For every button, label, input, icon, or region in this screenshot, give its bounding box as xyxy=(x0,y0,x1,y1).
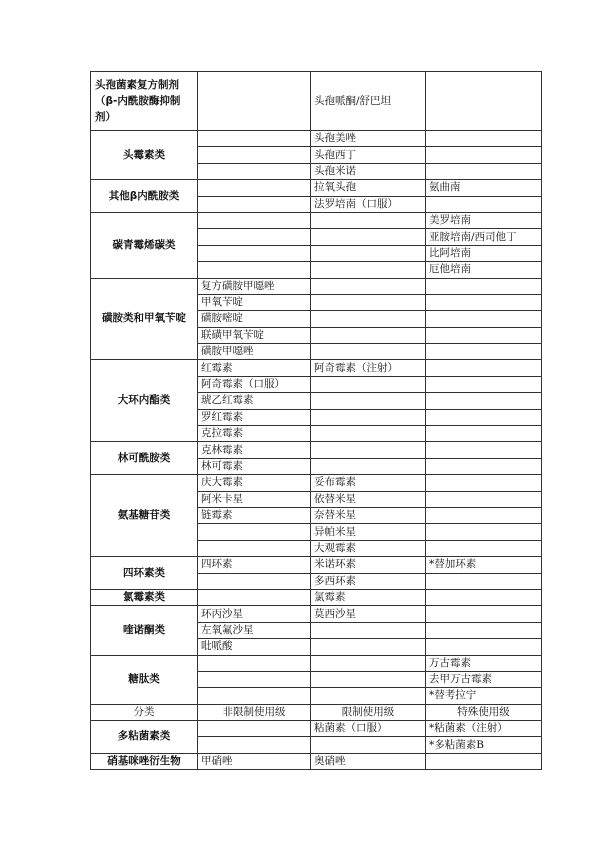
table-row xyxy=(91,557,542,573)
restricted-cell xyxy=(311,245,426,261)
special-cell xyxy=(426,72,542,131)
unrestricted-cell xyxy=(198,671,311,687)
special-cell xyxy=(426,376,542,392)
category-cell: 硝基咪唑衍生物 xyxy=(91,753,198,769)
restricted-cell: 大观霉素 xyxy=(311,540,426,556)
unrestricted-cell: 琥乙红霉素 xyxy=(198,393,311,409)
table-row xyxy=(91,278,542,294)
special-cell xyxy=(426,426,542,442)
special-cell xyxy=(426,753,542,769)
unrestricted-cell xyxy=(198,147,311,163)
unrestricted-cell xyxy=(198,180,311,196)
category-cell: 头孢菌素复方制剂（β-内酰胺酶抑制剂） xyxy=(91,72,198,131)
restricted-cell xyxy=(311,229,426,245)
unrestricted-cell: 罗红霉素 xyxy=(198,409,311,425)
unrestricted-cell: 阿米卡星 xyxy=(198,491,311,507)
restricted-cell xyxy=(311,442,426,458)
unrestricted-cell xyxy=(198,540,311,556)
special-cell: *多粘菌素B xyxy=(426,737,542,753)
category-cell: 林可酰胺类 xyxy=(91,442,198,475)
restricted-cell: 拉氧头孢 xyxy=(311,180,426,196)
table-header-row xyxy=(91,704,542,720)
header-restricted: 限制使用级 xyxy=(311,704,426,720)
restricted-cell: 头孢西丁 xyxy=(311,147,426,163)
special-cell: 万古霉素 xyxy=(426,655,542,671)
unrestricted-cell: 林可霉素 xyxy=(198,458,311,474)
unrestricted-cell: 庆大霉素 xyxy=(198,475,311,491)
restricted-cell xyxy=(311,426,426,442)
special-cell xyxy=(426,278,542,294)
unrestricted-cell xyxy=(198,589,311,605)
category-cell: 碳青霉烯碳类 xyxy=(91,212,198,278)
unrestricted-cell xyxy=(198,262,311,278)
category-cell: 磺胺类和甲氧苄啶 xyxy=(91,278,198,360)
restricted-cell xyxy=(311,294,426,310)
unrestricted-cell: 左氧氟沙星 xyxy=(198,622,311,638)
restricted-cell xyxy=(311,622,426,638)
special-cell xyxy=(426,491,542,507)
special-cell: 厄他培南 xyxy=(426,262,542,278)
table-row xyxy=(91,475,542,491)
restricted-cell: 异帕米星 xyxy=(311,524,426,540)
restricted-cell: 氯霉素 xyxy=(311,589,426,605)
restricted-cell xyxy=(311,376,426,392)
unrestricted-cell: 四环素 xyxy=(198,557,311,573)
restricted-cell xyxy=(311,344,426,360)
category-cell: 喹诺酮类 xyxy=(91,606,198,655)
restricted-cell: 妥布霉素 xyxy=(311,475,426,491)
special-cell: 去甲万古霉素 xyxy=(426,671,542,687)
special-cell: 氨曲南 xyxy=(426,180,542,196)
table-row xyxy=(91,442,542,458)
restricted-cell xyxy=(311,639,426,655)
restricted-cell: 奥硝唑 xyxy=(311,753,426,769)
unrestricted-cell xyxy=(198,72,311,131)
unrestricted-cell: 克林霉素 xyxy=(198,442,311,458)
unrestricted-cell: 磺胺甲噁唑 xyxy=(198,344,311,360)
table-row xyxy=(91,131,542,147)
special-cell xyxy=(426,540,542,556)
unrestricted-cell xyxy=(198,524,311,540)
restricted-cell xyxy=(311,262,426,278)
category-cell: 氯霉素类 xyxy=(91,589,198,605)
special-cell xyxy=(426,409,542,425)
restricted-cell xyxy=(311,409,426,425)
restricted-cell: 头孢美唑 xyxy=(311,131,426,147)
table-body xyxy=(91,72,542,770)
header-unrestricted: 非限制使用级 xyxy=(198,704,311,720)
unrestricted-cell xyxy=(198,131,311,147)
special-cell: 比阿培南 xyxy=(426,245,542,261)
unrestricted-cell xyxy=(198,721,311,737)
unrestricted-cell: 联磺甲氧苄啶 xyxy=(198,327,311,343)
special-cell xyxy=(426,294,542,310)
restricted-cell xyxy=(311,278,426,294)
table-row xyxy=(91,72,542,131)
unrestricted-cell: 克拉霉素 xyxy=(198,426,311,442)
restricted-cell: 头孢米诺 xyxy=(311,163,426,179)
unrestricted-cell xyxy=(198,163,311,179)
unrestricted-cell: 环丙沙星 xyxy=(198,606,311,622)
special-cell xyxy=(426,589,542,605)
special-cell xyxy=(426,573,542,589)
special-cell xyxy=(426,622,542,638)
category-cell: 糖肽类 xyxy=(91,655,198,704)
category-cell: 大环内酯类 xyxy=(91,360,198,442)
special-cell xyxy=(426,475,542,491)
table-row xyxy=(91,360,542,376)
unrestricted-cell: 红霉素 xyxy=(198,360,311,376)
table-row xyxy=(91,212,542,228)
special-cell xyxy=(426,163,542,179)
restricted-cell: 粘菌素（口服） xyxy=(311,721,426,737)
unrestricted-cell xyxy=(198,573,311,589)
unrestricted-cell: 甲氧苄啶 xyxy=(198,294,311,310)
restricted-cell: 奈替米星 xyxy=(311,507,426,523)
table-row xyxy=(91,589,542,605)
category-cell: 头霉素类 xyxy=(91,131,198,180)
special-cell xyxy=(426,311,542,327)
special-cell xyxy=(426,442,542,458)
unrestricted-cell xyxy=(198,229,311,245)
antibiotic-classification-table xyxy=(90,71,542,770)
unrestricted-cell xyxy=(198,688,311,704)
table-row xyxy=(91,721,542,737)
table-row xyxy=(91,180,542,196)
restricted-cell xyxy=(311,458,426,474)
unrestricted-cell: 吡哌酸 xyxy=(198,639,311,655)
special-cell: 美罗培南 xyxy=(426,212,542,228)
special-cell: *替加环素 xyxy=(426,557,542,573)
special-cell xyxy=(426,360,542,376)
special-cell xyxy=(426,458,542,474)
restricted-cell: 多西环素 xyxy=(311,573,426,589)
restricted-cell: 法罗培南（口服） xyxy=(311,196,426,212)
restricted-cell xyxy=(311,655,426,671)
special-cell xyxy=(426,131,542,147)
unrestricted-cell: 磺胺嘧啶 xyxy=(198,311,311,327)
restricted-cell xyxy=(311,688,426,704)
restricted-cell xyxy=(311,671,426,687)
header-category: 分类 xyxy=(91,704,198,720)
unrestricted-cell xyxy=(198,655,311,671)
special-cell xyxy=(426,327,542,343)
category-cell: 四环素类 xyxy=(91,557,198,590)
restricted-cell: 头孢哌酮/舒巴坦 xyxy=(311,72,426,131)
unrestricted-cell xyxy=(198,245,311,261)
special-cell xyxy=(426,606,542,622)
header-special: 特殊使用级 xyxy=(426,704,542,720)
special-cell xyxy=(426,344,542,360)
restricted-cell xyxy=(311,212,426,228)
table-row xyxy=(91,753,542,769)
special-cell xyxy=(426,639,542,655)
table-row xyxy=(91,655,542,671)
special-cell xyxy=(426,147,542,163)
unrestricted-cell: 甲硝唑 xyxy=(198,753,311,769)
unrestricted-cell: 阿奇霉素（口服） xyxy=(198,376,311,392)
restricted-cell: 米诺环素 xyxy=(311,557,426,573)
special-cell xyxy=(426,393,542,409)
special-cell: *替考拉宁 xyxy=(426,688,542,704)
unrestricted-cell xyxy=(198,737,311,753)
special-cell xyxy=(426,524,542,540)
restricted-cell xyxy=(311,311,426,327)
restricted-cell xyxy=(311,393,426,409)
restricted-cell: 莫西沙星 xyxy=(311,606,426,622)
special-cell: *粘菌素（注射） xyxy=(426,721,542,737)
category-cell: 多粘菌素类 xyxy=(91,721,198,754)
category-cell: 氨基糖苷类 xyxy=(91,475,198,557)
unrestricted-cell: 链霉素 xyxy=(198,507,311,523)
restricted-cell xyxy=(311,327,426,343)
category-cell: 其他β内酰胺类 xyxy=(91,180,198,213)
unrestricted-cell: 复方磺胺甲噁唑 xyxy=(198,278,311,294)
restricted-cell: 依替米星 xyxy=(311,491,426,507)
unrestricted-cell xyxy=(198,212,311,228)
special-cell xyxy=(426,507,542,523)
special-cell xyxy=(426,196,542,212)
table-row xyxy=(91,606,542,622)
special-cell: 亚胺培南/西司他丁 xyxy=(426,229,542,245)
restricted-cell: 阿奇霉素（注射） xyxy=(311,360,426,376)
unrestricted-cell xyxy=(198,196,311,212)
restricted-cell xyxy=(311,737,426,753)
